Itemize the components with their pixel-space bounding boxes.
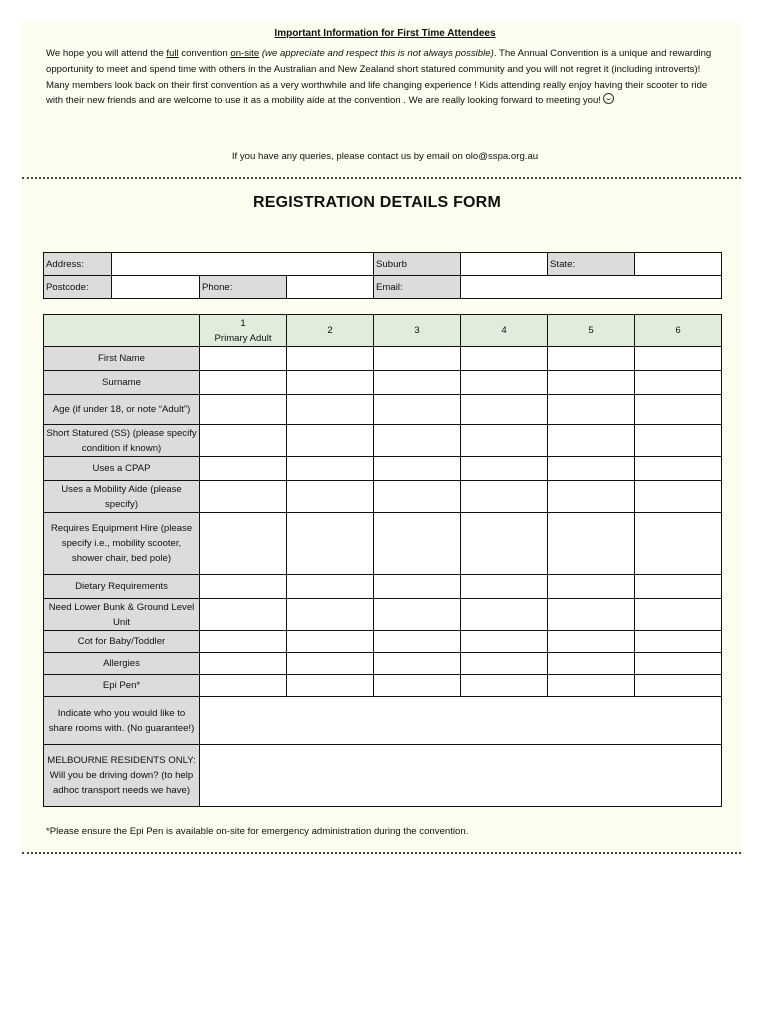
input-cell[interactable]: [287, 481, 374, 513]
input-cell[interactable]: [374, 425, 461, 457]
address-field[interactable]: [112, 253, 374, 276]
table-row: [44, 575, 722, 599]
input-cell[interactable]: [287, 575, 374, 599]
table-row: [44, 631, 722, 653]
input-cell[interactable]: [287, 395, 374, 425]
header-col-1: [200, 315, 287, 347]
input-cell[interactable]: [287, 425, 374, 457]
row-label: Requires Equipment Hire (please specify i.e., mobility scooter, shower chair, bed pole): [44, 513, 200, 575]
suburb-field[interactable]: [461, 253, 548, 276]
input-cell[interactable]: [461, 513, 548, 575]
state-label: State:: [548, 253, 635, 276]
info-text-2: convention: [178, 48, 231, 59]
row-label: Need Lower Bunk & Ground Level Unit: [44, 599, 200, 631]
table-row: [44, 347, 722, 371]
melbourne-driving-field[interactable]: [200, 745, 722, 807]
input-cell[interactable]: [374, 575, 461, 599]
row-label: Uses a CPAP: [44, 457, 200, 481]
input-cell[interactable]: [548, 653, 635, 675]
row-label: Cot for Baby/Toddler: [44, 631, 200, 653]
input-cell[interactable]: [548, 481, 635, 513]
input-cell[interactable]: [461, 675, 548, 697]
share-rooms-field[interactable]: [200, 697, 722, 745]
input-cell[interactable]: [374, 599, 461, 631]
input-cell[interactable]: [548, 371, 635, 395]
top-divider: [22, 177, 741, 179]
row-label: First Name: [44, 347, 200, 371]
input-cell[interactable]: [635, 675, 722, 697]
input-cell[interactable]: [287, 371, 374, 395]
input-cell[interactable]: [548, 425, 635, 457]
input-cell[interactable]: [374, 457, 461, 481]
input-cell[interactable]: [200, 481, 287, 513]
info-text-4: . The Annual Convention is a unique and rewarding opportunity to meet and spend time with others in the Australian and New Zealand short statured community and you will not regret it (including introverts)! Many members look back on their first convention as a very worthwhile and life changing experience ! Kids attending really enjoy having their scooter to ride with their new friends and are welcome to use it as a mobility aide at the convention . We are really looking forward to meeting you!: [46, 48, 712, 107]
header-col-1-number: 1: [240, 317, 246, 329]
table-row: [44, 395, 722, 425]
row-label: Indicate who you would like to share rooms with. (No guarantee!): [44, 697, 200, 745]
row-label: Age (if under 18, or note “Adult”): [44, 395, 200, 425]
table-row: [44, 599, 722, 631]
header-corner: [44, 315, 200, 347]
input-cell[interactable]: [200, 395, 287, 425]
email-label: Email:: [374, 276, 461, 299]
input-cell[interactable]: [635, 347, 722, 371]
table-row: [44, 745, 722, 807]
postcode-label: Postcode:: [44, 276, 112, 299]
header-col-5: 5: [548, 315, 635, 347]
row-label: MELBOURNE RESIDENTS ONLY: Will you be driving down? (to help adhoc transport needs we have): [44, 745, 200, 807]
phone-label: Phone:: [200, 276, 287, 299]
row-label: Surname: [44, 371, 200, 395]
table-row: [44, 481, 722, 513]
info-text-1: We hope you will attend the: [46, 48, 167, 59]
row-label: Short Statured (SS) (please specify condition if known): [44, 425, 200, 457]
input-cell[interactable]: [287, 513, 374, 575]
input-cell[interactable]: [200, 575, 287, 599]
input-cell[interactable]: [461, 457, 548, 481]
input-cell[interactable]: [200, 425, 287, 457]
input-cell[interactable]: [635, 631, 722, 653]
info-full: full: [166, 48, 179, 59]
input-cell[interactable]: [461, 395, 548, 425]
table-row: [44, 653, 722, 675]
input-cell[interactable]: [635, 653, 722, 675]
table-row: [44, 675, 722, 697]
input-cell[interactable]: [200, 371, 287, 395]
state-field[interactable]: [635, 253, 722, 276]
info-title: Important Information for First Time Attendees: [274, 28, 496, 39]
input-cell[interactable]: [461, 653, 548, 675]
input-cell[interactable]: [374, 631, 461, 653]
header-col-3: 3: [374, 315, 461, 347]
input-cell[interactable]: [374, 675, 461, 697]
address-label: Address:: [44, 253, 112, 276]
bottom-divider: [22, 852, 741, 854]
input-cell[interactable]: [461, 481, 548, 513]
row-label: Uses a Mobility Aide (please specify): [44, 481, 200, 513]
input-cell[interactable]: [200, 599, 287, 631]
input-cell[interactable]: [287, 457, 374, 481]
header-col-1-sub: Primary Adult: [214, 332, 272, 344]
input-cell[interactable]: [548, 457, 635, 481]
suburb-label: Suburb: [374, 253, 461, 276]
input-cell[interactable]: [461, 371, 548, 395]
input-cell[interactable]: [461, 575, 548, 599]
row-label: Epi Pen*: [44, 675, 200, 697]
input-cell[interactable]: [548, 675, 635, 697]
row-label: Allergies: [44, 653, 200, 675]
input-cell[interactable]: [461, 425, 548, 457]
input-cell[interactable]: [287, 675, 374, 697]
input-cell[interactable]: [200, 457, 287, 481]
input-cell[interactable]: [635, 395, 722, 425]
header-col-6: 6: [635, 315, 722, 347]
phone-field[interactable]: [287, 276, 374, 299]
input-cell[interactable]: [374, 371, 461, 395]
input-cell[interactable]: [287, 347, 374, 371]
input-cell[interactable]: [635, 599, 722, 631]
contact-line: If you have any queries, please contact us by email on olo@sspa.org.au: [231, 151, 539, 162]
input-cell[interactable]: [548, 575, 635, 599]
input-cell[interactable]: [635, 481, 722, 513]
input-cell[interactable]: [548, 513, 635, 575]
input-cell[interactable]: [635, 457, 722, 481]
input-cell[interactable]: [635, 513, 722, 575]
input-cell[interactable]: [200, 653, 287, 675]
table-row: [44, 425, 722, 457]
table-row: [44, 697, 722, 745]
input-cell[interactable]: [374, 347, 461, 371]
input-cell[interactable]: [374, 653, 461, 675]
smiley-icon: [603, 93, 614, 104]
input-cell[interactable]: [548, 395, 635, 425]
address-table: [43, 252, 722, 299]
input-cell[interactable]: [200, 347, 287, 371]
input-cell[interactable]: [461, 631, 548, 653]
input-cell[interactable]: [200, 675, 287, 697]
input-cell[interactable]: [287, 599, 374, 631]
info-paragraph: [46, 46, 726, 109]
input-cell[interactable]: [635, 425, 722, 457]
input-cell[interactable]: [461, 599, 548, 631]
header-col-2: 2: [287, 315, 374, 347]
attendee-table: [43, 314, 722, 807]
input-cell[interactable]: [374, 513, 461, 575]
input-cell[interactable]: [635, 371, 722, 395]
input-cell[interactable]: [461, 347, 548, 371]
info-onsite: on-site: [230, 48, 260, 59]
table-row: [44, 513, 722, 575]
input-cell[interactable]: [635, 575, 722, 599]
input-cell[interactable]: [287, 631, 374, 653]
input-cell[interactable]: [200, 513, 287, 575]
input-cell[interactable]: [374, 481, 461, 513]
row-label: Dietary Requirements: [44, 575, 200, 599]
info-italic: (we appreciate and respect this is not always possible): [261, 48, 494, 59]
footnote: *Please ensure the Epi Pen is available on-site for emergency administration during the convention.: [46, 826, 469, 837]
input-cell[interactable]: [374, 395, 461, 425]
postcode-field[interactable]: [112, 276, 200, 299]
form-title: REGISTRATION DETAILS FORM: [253, 194, 501, 211]
input-cell[interactable]: [548, 631, 635, 653]
input-cell[interactable]: [200, 631, 287, 653]
email-field[interactable]: [461, 276, 722, 299]
input-cell[interactable]: [548, 347, 635, 371]
table-row: [44, 371, 722, 395]
table-row: [44, 457, 722, 481]
header-col-4: 4: [461, 315, 548, 347]
input-cell[interactable]: [548, 599, 635, 631]
input-cell[interactable]: [287, 653, 374, 675]
